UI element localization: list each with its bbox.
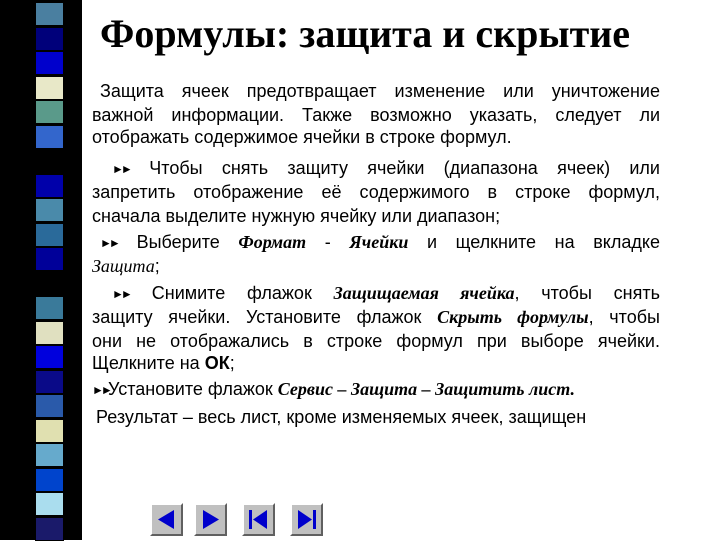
tab-protection: Защита — [92, 256, 155, 276]
paragraph-4-line-2: защиту ячейки. Установите флажок Скрыть формулы, чтобы — [92, 307, 660, 327]
stripe-cell — [35, 247, 64, 271]
first-icon — [244, 505, 273, 534]
ok-label: ОК — [204, 353, 230, 373]
stripe-cell — [35, 149, 64, 173]
next-button[interactable] — [194, 503, 227, 536]
stripe-cell — [35, 443, 64, 467]
previous-icon — [152, 505, 181, 534]
first-button[interactable] — [242, 503, 275, 536]
stripe-cell — [35, 198, 64, 222]
menu-format: Формат — [238, 232, 307, 252]
bullet-icon: ►► — [112, 162, 130, 177]
bullet-icon: ►► — [92, 383, 110, 398]
stripe-cell — [35, 51, 64, 75]
menu-cells: Ячейки — [349, 232, 409, 252]
paragraph-2-line-3: сначала выделите нужную ячейку или диапазон; — [92, 206, 501, 226]
flag-hide-formulas: Скрыть формулы — [437, 307, 589, 327]
stripe-cell — [35, 370, 64, 394]
paragraph-1-line-3: отображать содержимое ячейки в строке формул. — [92, 127, 512, 147]
paragraph-3: ►► Выберите Формат - Ячейки и щелкните на вкладке — [92, 231, 660, 254]
stripe-cell — [35, 345, 64, 369]
next-icon — [196, 505, 225, 534]
stripe-cell — [35, 272, 64, 296]
paragraph-2: ►► Чтобы снять защиту ячейки (диапазона ячеек) или — [92, 157, 660, 180]
paragraph-2-line-2: запретить отображение её содержимого в строке формул, — [92, 182, 660, 202]
last-icon — [292, 505, 321, 534]
bullet-icon: ►► — [100, 236, 118, 251]
paragraph-4-line-3: они не отображались в строке формул при выборе ячейки. — [92, 331, 660, 351]
slide-title: Формулы: защита и скрытие — [100, 11, 631, 56]
decorative-stripe — [0, 0, 82, 540]
flag-protected-cell: Защищаемая ячейка — [333, 283, 515, 303]
paragraph-4: ►► Снимите флажок Защищаемая ячейка, чтобы снять — [92, 282, 660, 305]
stripe-cell — [35, 419, 64, 443]
stripe-cell — [35, 174, 64, 198]
paragraph-6: Результат – весь лист, кроме изменяемых ячеек, защищен — [96, 407, 587, 427]
last-button[interactable] — [290, 503, 323, 536]
paragraph-4-line-4: Щелкните на ОК; — [92, 353, 235, 373]
paragraph-1: Защита ячеек предотвращает изменение или уничтожение — [100, 81, 660, 101]
paragraph-5: ►►Установите флажок Сервис – Защита – Защитить лист. — [92, 378, 660, 401]
stripe-cell — [35, 125, 64, 149]
stripe-cell — [35, 76, 64, 100]
menu-path: Сервис – Защита – Защитить лист. — [277, 379, 575, 399]
stripe-cell — [35, 492, 64, 516]
bullet-icon: ►► — [112, 287, 130, 302]
stripe-cell — [35, 468, 64, 492]
stripe-cell — [35, 321, 64, 345]
stripe-cell — [35, 296, 64, 320]
stripe-cell — [35, 517, 64, 541]
stripe-cell — [35, 100, 64, 124]
paragraph-3-line-2: Защита; — [92, 256, 160, 276]
stripe-cell — [35, 394, 64, 418]
previous-button[interactable] — [150, 503, 183, 536]
stripe-cell — [35, 27, 64, 51]
stripe-cell — [35, 2, 64, 26]
stripe-cell — [35, 223, 64, 247]
paragraph-1-line-2: важной информации. Также возможно указать, следует ли — [92, 105, 660, 125]
